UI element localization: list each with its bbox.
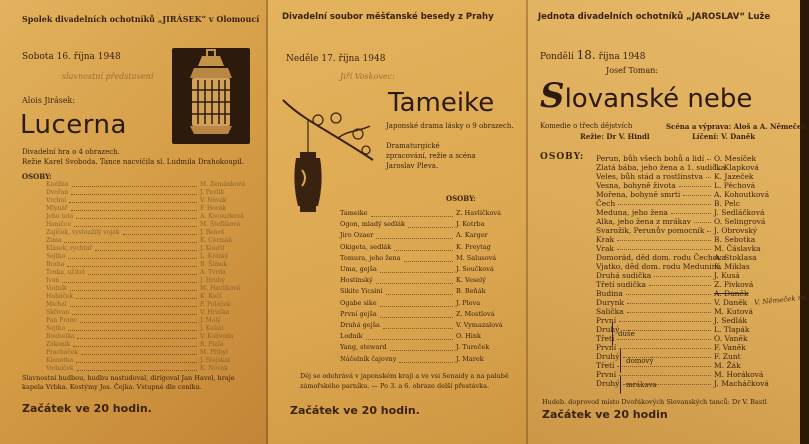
cast-row xyxy=(46,269,246,277)
left-desc1: Divadelní hra o 4 obrazech. xyxy=(22,148,120,156)
cast-role: Vodníček xyxy=(46,365,74,372)
cast-leader-dots xyxy=(683,195,711,196)
right-title xyxy=(540,76,752,116)
right-date-num: 18. xyxy=(576,48,596,62)
cast-role: Tameike xyxy=(340,209,368,217)
cast-actor: J. Kouřil xyxy=(200,245,225,252)
cast-role: Druhá gejša xyxy=(340,321,380,329)
cast-row xyxy=(340,276,520,287)
cast-role: Vrak xyxy=(596,244,615,253)
cast-leader-dots xyxy=(383,328,453,329)
cast-row xyxy=(596,226,796,235)
cast-row xyxy=(46,357,246,365)
cast-role: Michal xyxy=(46,301,67,308)
cast-role: Skřivan xyxy=(46,309,70,316)
cast-actor: A. Kocourková xyxy=(200,213,245,220)
cast-leader-dots xyxy=(77,370,197,371)
cast-role: Vesna, bohyně života xyxy=(596,181,676,190)
cast-role: Veles, bůh stád a rostlinstva xyxy=(596,172,704,181)
cast-actor: J. Hrubý xyxy=(200,277,225,284)
cast-actor: V. Vymazalová xyxy=(456,321,503,329)
cast-leader-dots xyxy=(74,226,197,227)
cast-leader-dots xyxy=(654,276,711,277)
cast-actor: J. Pavlík xyxy=(200,189,224,196)
cast-leader-dots xyxy=(707,159,711,160)
cast-row xyxy=(596,280,796,289)
cast-role: Perun, bůh všech bohů a lidí xyxy=(596,154,705,163)
cast-row xyxy=(340,299,520,310)
cast-role: Tomura, jeho žena xyxy=(340,253,401,262)
cast-role: Trnka, učitel xyxy=(46,269,85,276)
cast-leader-dots xyxy=(81,354,197,355)
cast-role: Domorád, děd dom. rodu Čechova xyxy=(596,253,726,262)
cast-actor: B. Pelc xyxy=(714,199,741,208)
right-date-suffix: října 1948 xyxy=(598,52,646,62)
cast-leader-dots xyxy=(70,306,197,307)
right-header: Jednota divadelních ochotníků „JAROSLAV“ Luže xyxy=(538,12,771,22)
cast-leader-dots xyxy=(408,227,453,228)
cast-row xyxy=(46,213,246,221)
cast-row xyxy=(340,287,520,298)
cast-row xyxy=(340,310,520,321)
cast-actor: J. Kotrba xyxy=(456,220,485,229)
cast-leader-dots xyxy=(649,285,711,286)
cast-actor: K. Freytag xyxy=(456,242,491,251)
cast-leader-dots xyxy=(376,283,453,284)
cast-leader-dots xyxy=(376,238,453,239)
cast-role: První xyxy=(596,343,617,352)
cast-actor: A. Tvrdá xyxy=(200,269,226,276)
cast-actor: L. Tlapák xyxy=(714,325,750,334)
cast-leader-dots xyxy=(72,186,197,187)
cast-role: Kněžna xyxy=(46,181,69,188)
cast-row xyxy=(596,271,796,280)
cast-role: Lodník xyxy=(340,332,363,341)
cast-actor: K. Novák xyxy=(200,365,228,372)
group-brace xyxy=(612,322,613,346)
cast-leader-dots xyxy=(366,339,453,340)
cast-leader-dots xyxy=(619,375,711,376)
cast-row xyxy=(596,307,796,316)
middle-cast-list xyxy=(340,209,520,369)
cast-actor: O. Mesíček xyxy=(714,154,757,163)
cast-leader-dots xyxy=(80,322,197,323)
left-note: Slavnostní hudbou, hudbu nastudoval, dirigoval Jan Havel, hraje kapela Vrbka. Kostýmy Jos. Čejka. Vstupné dle ceníku. xyxy=(22,374,235,391)
cast-role: Durynk xyxy=(596,298,625,307)
cast-row xyxy=(596,172,796,181)
cast-row xyxy=(340,265,520,276)
cast-leader-dots xyxy=(95,250,197,251)
cast-actor: Z. Havlíčková xyxy=(456,209,501,217)
cast-leader-dots xyxy=(706,177,711,178)
cast-role: Ogon, mladý sedlák xyxy=(340,220,405,229)
cast-row xyxy=(340,220,520,231)
middle-note2: zámořského parníku. — Po 3. a 6. obraze delší přestávka. xyxy=(300,382,490,390)
cast-row xyxy=(596,253,796,262)
cast-actor: M. Kutová xyxy=(714,307,753,316)
group-brace xyxy=(620,376,621,394)
cast-leader-dots xyxy=(71,194,197,195)
cast-actor: A. Kohoutková xyxy=(714,190,770,199)
cast-actor: J. Stejskal xyxy=(200,357,230,364)
cast-actor: V. Hruška xyxy=(200,309,230,316)
cast-leader-dots xyxy=(617,339,711,340)
program-slovanske-nebe xyxy=(528,0,809,444)
cast-actor: L. Klapková xyxy=(714,163,759,172)
cast-leader-dots xyxy=(76,362,197,363)
cast-leader-dots xyxy=(71,210,197,211)
cast-actor: M. Salusová xyxy=(456,253,497,262)
cast-actor: L. Pěchová xyxy=(714,181,756,190)
cast-role: Jiro Ozaer xyxy=(340,231,374,240)
cast-actor: O. Selingrová xyxy=(714,217,766,226)
cast-role: Haničce xyxy=(46,221,71,228)
cast-leader-dots xyxy=(386,294,453,295)
cast-leader-dots xyxy=(64,242,197,243)
cast-actor: K. Veselý xyxy=(456,276,486,285)
cast-leader-dots xyxy=(627,303,711,304)
cast-leader-dots xyxy=(618,204,711,205)
cast-row xyxy=(596,208,796,217)
right-group-fog: mrákava xyxy=(626,381,657,389)
right-lighting: Líčení: V. Daněk xyxy=(692,132,756,141)
cast-role: Zima xyxy=(46,237,62,244)
cast-row xyxy=(340,254,520,265)
cast-row xyxy=(340,209,520,220)
cast-row xyxy=(596,343,796,352)
program-tameike xyxy=(268,0,528,444)
right-title-rest: lovanské nebe xyxy=(564,84,753,114)
group-brace xyxy=(620,349,621,373)
right-desc: Komedie o třech dějstvích xyxy=(540,122,633,130)
cast-role: Čech xyxy=(596,199,616,208)
cast-actor: J. Sedlák xyxy=(714,316,747,325)
cast-leader-dots xyxy=(617,366,711,367)
cast-actor: M. Zemánková xyxy=(200,181,246,188)
cast-actor: J. Obrovský xyxy=(714,226,758,235)
cast-role: Klásek, rychtář xyxy=(46,245,93,252)
cast-actor: V. Novák xyxy=(200,197,227,204)
left-author: Alois Jirásek: xyxy=(22,96,76,105)
middle-cast-label: OSOBY: xyxy=(446,194,476,203)
right-title-initial: S xyxy=(540,76,565,116)
cast-role: Hostinský xyxy=(340,276,373,285)
right-group-soul: duše xyxy=(618,330,635,338)
cast-row xyxy=(46,333,246,341)
cast-leader-dots xyxy=(617,249,711,250)
cast-leader-dots xyxy=(76,298,197,299)
cast-row xyxy=(46,341,246,349)
cast-actor: Z. Mostlová xyxy=(456,309,495,318)
cast-actor: J. Sedláčková xyxy=(714,208,765,217)
cast-row xyxy=(46,293,246,301)
cast-role: Mlynář xyxy=(46,205,68,212)
cast-row xyxy=(46,229,246,237)
cast-row xyxy=(596,316,796,325)
cast-role: Druhý xyxy=(596,352,620,361)
cast-role: Budina xyxy=(596,289,623,298)
cast-leader-dots xyxy=(68,330,197,331)
cast-role: Dvořan xyxy=(46,189,69,196)
cast-leader-dots xyxy=(88,274,197,275)
cast-row xyxy=(340,321,520,332)
left-cast-list xyxy=(46,181,246,397)
cast-actor: M. Přibyl xyxy=(200,349,228,356)
cast-row xyxy=(596,235,796,244)
cast-row xyxy=(340,355,520,366)
cast-role: Okigeta, sedlák xyxy=(340,242,392,251)
cast-role: Uma, gejša xyxy=(340,265,377,273)
cast-actor: J. Kubát xyxy=(200,325,224,332)
cast-row xyxy=(46,325,246,333)
cast-leader-dots xyxy=(380,317,453,318)
cast-leader-dots xyxy=(371,216,453,217)
cast-actor: L. Krátký xyxy=(200,253,229,260)
cast-row xyxy=(596,370,796,379)
cast-row xyxy=(340,343,520,354)
cast-actor: M. Žák xyxy=(714,361,741,370)
cast-leader-dots xyxy=(68,258,197,259)
cast-row xyxy=(46,309,246,317)
cast-actor: M. Horáková xyxy=(714,370,764,379)
cast-leader-dots xyxy=(707,231,711,232)
cast-row xyxy=(46,237,246,245)
cast-actor: A. Karger xyxy=(456,231,488,240)
cast-actor: J. Pleva xyxy=(456,298,481,307)
cast-row xyxy=(46,205,246,213)
cast-role: Třetí xyxy=(596,334,615,343)
cast-leader-dots xyxy=(72,314,197,315)
cast-role: Náčelník čajovny xyxy=(340,354,397,363)
cast-role: Yang, steward xyxy=(340,343,387,352)
cast-actor: O. Vaněk xyxy=(714,334,748,343)
cast-actor: F. Vaněk xyxy=(714,343,746,352)
cast-actor: F. Zunt xyxy=(714,352,741,361)
left-desc2: Režie Karel Svoboda. Tance nacvičila sl. Ludmila Drahokoupil. xyxy=(22,158,244,166)
cast-role: Salička xyxy=(596,307,624,316)
cast-leader-dots xyxy=(67,266,197,267)
cast-actor: B. Beňák xyxy=(456,287,486,296)
cast-row xyxy=(46,349,246,357)
cast-leader-dots xyxy=(380,306,453,307)
right-author: Josef Toman: xyxy=(606,66,659,75)
cast-row xyxy=(596,217,796,226)
cast-role: Zajíček, vysloužilý voják xyxy=(46,229,120,236)
cast-actor: K. Jazeček xyxy=(714,172,754,181)
cast-role: Klenotka xyxy=(46,357,74,364)
middle-note1: Děj se odehrává v japonském kraji a ve vsi Senaidy a na palubě xyxy=(300,372,509,380)
right-scene: Scéna a výprava: Aloš a A. Němeček xyxy=(666,122,807,131)
cast-role: Druhá sudička xyxy=(596,271,652,280)
middle-desc2: Dramaturgické xyxy=(386,142,440,150)
cast-row xyxy=(340,231,520,242)
cast-row xyxy=(596,199,796,208)
cast-leader-dots xyxy=(671,213,711,214)
cast-actor: F. Poláček xyxy=(200,301,231,308)
middle-desc4: Jaroslav Pleva. xyxy=(386,162,439,170)
cast-role: Zlatá bába, jeho žena a 1. sudička xyxy=(596,163,726,172)
cast-actor: J. Kusá xyxy=(714,271,740,280)
cast-actor: J. Beneš xyxy=(200,229,225,236)
cast-row xyxy=(340,332,520,343)
cast-actor: V. Daněk xyxy=(714,298,748,307)
cast-role: První gejša xyxy=(340,309,377,318)
cast-leader-dots xyxy=(77,338,197,339)
cast-role: Svarožik, Perunův pomocník xyxy=(596,226,705,235)
left-start: Začátek ve 20 hodin. xyxy=(22,402,152,415)
cast-row xyxy=(596,181,796,190)
cast-leader-dots xyxy=(679,186,711,187)
right-direction: Režie: Dr V. Hindl xyxy=(580,132,650,141)
cast-actor: A. Stoklasa xyxy=(714,253,757,262)
left-date: Sobota 16. října 1948 xyxy=(22,52,121,62)
cast-role: Sejtko xyxy=(46,325,66,332)
cast-leader-dots xyxy=(694,222,711,223)
cast-role: Alka, jeho žena z mrákav xyxy=(596,217,691,226)
cast-role: Sejtko xyxy=(46,253,66,260)
cast-leader-dots xyxy=(619,321,711,322)
middle-desc1: Japonské drama lásky o 9 obrazech. xyxy=(386,122,514,130)
cast-role: Vjatko, děd dom. rodu Medunina xyxy=(596,262,722,271)
cast-role: Mořena, bohyně smrti xyxy=(596,190,681,199)
program-lucerna xyxy=(0,0,268,444)
cast-row xyxy=(596,190,796,199)
middle-author: Jiří Voskovec: xyxy=(340,72,395,81)
cast-role: Vodník xyxy=(46,285,67,292)
cast-actor: O. Hink xyxy=(456,332,481,341)
cast-actor: J. Macháčková xyxy=(714,379,769,388)
cast-actor: F. Horák xyxy=(200,205,226,212)
middle-header: Divadelní soubor měšťanské besedy z Prahy xyxy=(282,12,494,22)
cast-row xyxy=(596,244,796,253)
cast-row xyxy=(46,253,246,261)
cast-role: Meduna, jeho žena xyxy=(596,208,669,217)
cast-actor: M. Šteflíková xyxy=(200,221,241,228)
right-cast-label: OSOBY: xyxy=(540,152,585,162)
cast-row xyxy=(596,262,796,271)
cast-leader-dots xyxy=(394,250,453,251)
right-note: Hudeb. doprovod místo Dvořákových Slovanských tanců: Dr V. Bastl xyxy=(542,398,767,406)
cast-leader-dots xyxy=(62,282,197,283)
cast-leader-dots xyxy=(617,240,711,241)
right-group-house: domový xyxy=(626,357,654,365)
cast-role: Ivan xyxy=(46,277,60,284)
right-date-prefix: Pondělí xyxy=(540,52,574,62)
cast-row xyxy=(596,163,796,172)
cast-row xyxy=(46,221,246,229)
left-cast-label: OSOBY: xyxy=(22,172,52,181)
left-subtitle: slavnostní představení xyxy=(62,72,154,81)
cast-role: Hubáček xyxy=(46,293,74,300)
cast-row xyxy=(596,154,796,163)
cast-actor: J. Tureček xyxy=(456,343,490,352)
cast-leader-dots xyxy=(619,348,711,349)
cast-row xyxy=(46,277,246,285)
cast-actor: A. Daněk xyxy=(714,289,749,298)
cast-actor: M. Havlíková xyxy=(200,285,241,292)
cast-leader-dots xyxy=(390,350,453,351)
cast-actor: B. Sebotka xyxy=(714,235,756,244)
cast-row xyxy=(46,365,246,373)
cast-leader-dots xyxy=(123,234,197,235)
cast-actor: J. Součková xyxy=(456,265,494,273)
cast-row xyxy=(46,245,246,253)
cast-role: Třetí xyxy=(596,361,615,370)
cast-leader-dots xyxy=(399,362,453,363)
cast-row xyxy=(340,243,520,254)
cast-role: Druhý xyxy=(596,325,620,334)
cast-role: První xyxy=(596,370,617,379)
handwritten-note: V. Němeček ml. xyxy=(753,293,809,307)
cast-leader-dots xyxy=(627,312,711,313)
cast-actor: J. Malý xyxy=(200,317,221,324)
cast-actor: K. Miklas xyxy=(714,262,750,271)
middle-date: Neděle 17. října 1948 xyxy=(286,54,386,64)
cast-role: Třetí sudička xyxy=(596,280,646,289)
cast-actor: M. Čáslavka xyxy=(714,244,761,253)
right-start: Začátek ve 20 hodin xyxy=(542,408,668,421)
cast-role: Zákoník xyxy=(46,341,71,348)
cast-actor: R. Fiala xyxy=(200,341,224,348)
cast-row xyxy=(46,301,246,309)
cast-leader-dots xyxy=(73,346,197,347)
cast-actor: K. Kočí xyxy=(200,293,222,300)
middle-start: Začátek ve 20 hodin. xyxy=(290,404,420,417)
cast-role: Pracháček xyxy=(46,349,78,356)
cast-row xyxy=(46,317,246,325)
cast-actor: K. Cermák xyxy=(200,237,233,244)
right-date xyxy=(540,48,646,62)
cast-actor: Z. Pivková xyxy=(714,280,754,289)
cast-leader-dots xyxy=(626,294,711,295)
middle-title: Tameike xyxy=(388,88,495,118)
cast-leader-dots xyxy=(69,202,197,203)
cast-role: Jeho teta xyxy=(46,213,74,220)
left-title: Lucerna xyxy=(20,110,127,140)
cast-row xyxy=(46,285,246,293)
cast-leader-dots xyxy=(76,218,197,219)
cast-role: Boubelka xyxy=(46,333,75,340)
cast-role: Druhý xyxy=(596,379,620,388)
cast-role: Pan Franc xyxy=(46,317,77,324)
cast-row xyxy=(46,189,246,197)
cast-actor: V. Kalivoda xyxy=(200,333,234,340)
cast-leader-dots xyxy=(404,261,453,262)
cast-actor: J. Marek xyxy=(456,354,484,363)
cast-row xyxy=(46,181,246,189)
left-header: Spolek divadelních ochotníků „JIRÁSEK“ v Olomoucí xyxy=(22,14,260,24)
cast-role: Krak xyxy=(596,235,615,244)
cast-leader-dots xyxy=(70,290,197,291)
cast-actor: B. Šimek xyxy=(200,261,228,268)
cast-role: První xyxy=(596,316,617,325)
cast-role: Sikite Yicsini xyxy=(340,287,383,296)
cast-leader-dots xyxy=(380,272,453,273)
middle-desc3: zpracování, režie a scéna xyxy=(386,152,476,160)
cast-row xyxy=(46,197,246,205)
cast-role: Braha xyxy=(46,261,65,268)
lantern-illustration xyxy=(172,48,250,144)
cast-leader-dots xyxy=(623,330,711,331)
cast-row xyxy=(46,261,246,269)
cast-role: Ogabe sike xyxy=(340,298,377,307)
cast-role: Vrchní xyxy=(46,197,67,204)
